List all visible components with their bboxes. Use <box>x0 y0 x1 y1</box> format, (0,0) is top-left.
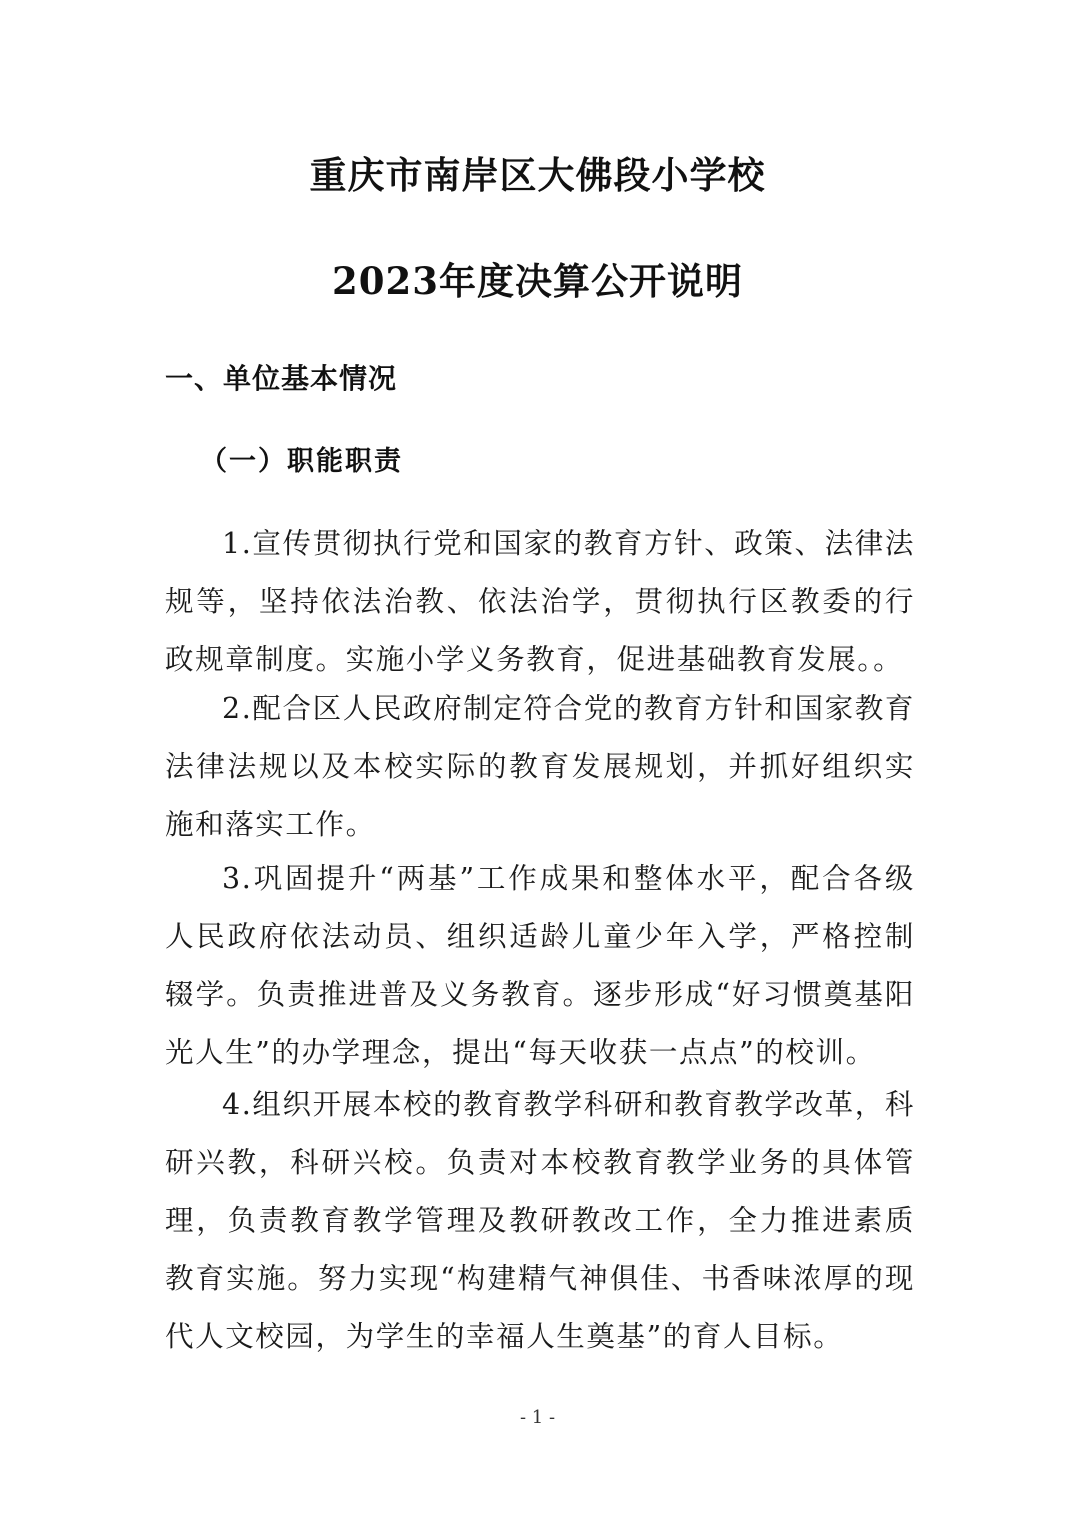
document-title-line1: 重庆市南岸区大佛段小学校 <box>309 153 766 197</box>
page-number: - 1 - <box>519 1407 556 1428</box>
document-title-line2: 2023年度决算公开说明 <box>332 259 743 303</box>
paragraph-2: 2.配合区人民政府制定符合党的教育方针和国家教育法律法规以及本校实际的教育发展规划，并抓好组织实施和落实工作。 <box>165 692 915 841</box>
subsection-heading: （一）职能职责 <box>200 446 403 477</box>
section-heading: 一、单位基本情况 <box>165 362 398 395</box>
paragraph-1: 1.宣传贯彻执行党和国家的教育方针、政策、法律法规等，坚持依法治教、依法治学，贯彻执行区教委的行政规章制度。实施小学义务教育，促进基础教育发展。。 <box>165 527 915 676</box>
paragraph-3: 3.巩固提升“两基”工作成果和整体水平，配合各级人民政府依法动员、组织适龄儿童少年入学，严格控制辍学。负责推进普及义务教育。逐步形成“好习惯奠基阳光人生”的办学理念，提出“每天收获一点点”的校训。 <box>165 862 915 1069</box>
paragraph-4: 4.组织开展本校的教育教学科研和教育教学改革，科研兴教，科研兴校。负责对本校教育教学业务的具体管理，负责教育教学管理及教研教改工作，全力推进素质教育实施。努力实现“构建精气神俱佳、书香味浓厚的现代人文校园，为学生的幸福人生奠基”的育人目标。 <box>165 1088 915 1353</box>
